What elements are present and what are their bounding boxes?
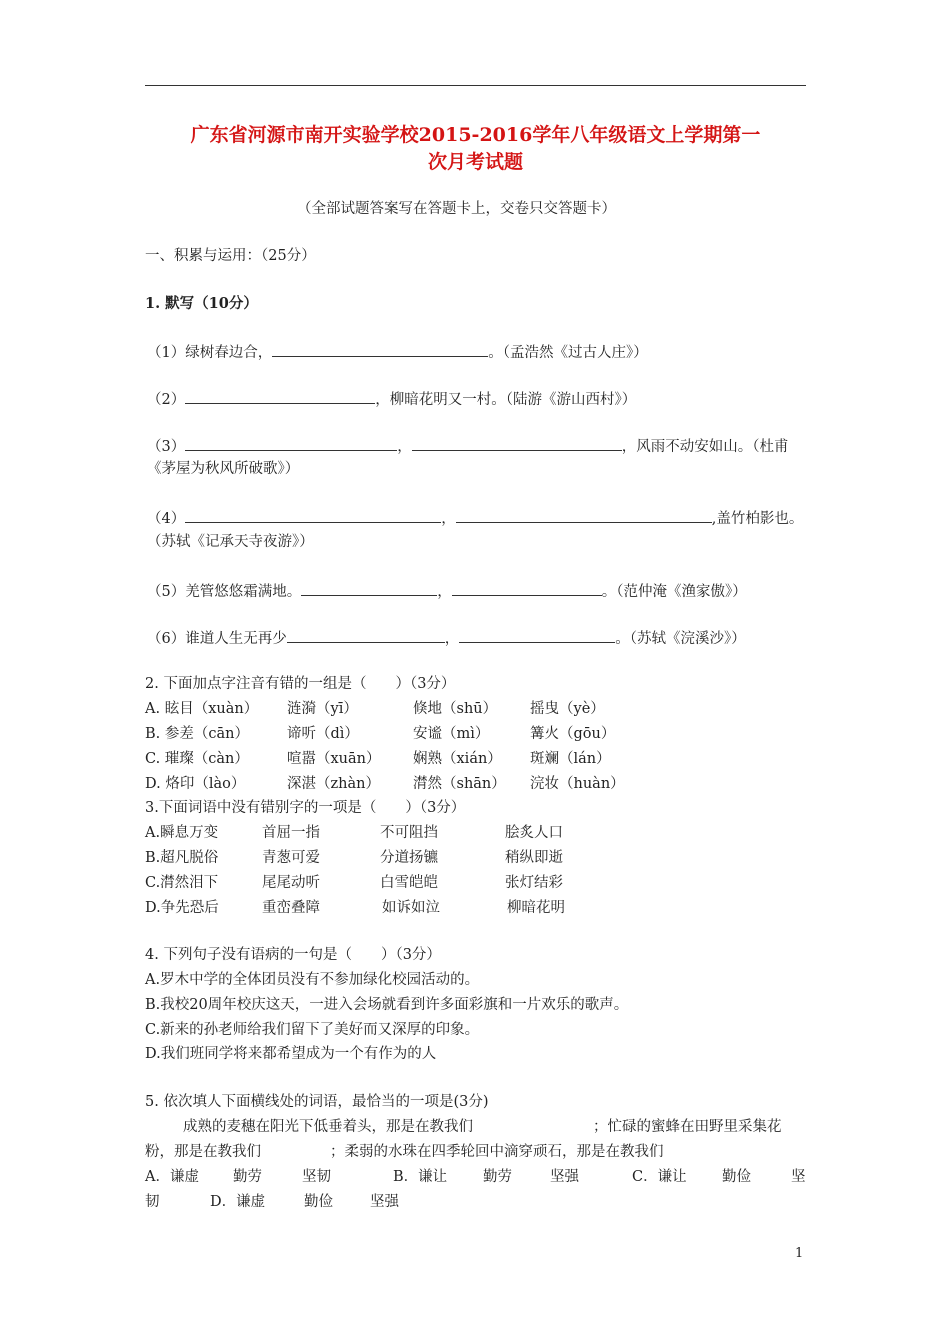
answer-blank[interactable] [185,435,397,451]
q5-passage-line-1b: ；忙碌的蜜蜂在田野里采集花 [593,1119,782,1135]
q2-option-d-word-2: 深湛（zhàn） [287,776,380,792]
q2-option-a-word-4: 摇曳（yè） [530,701,605,717]
q4-option-d: D.我们班同学将来都希望成为一个有作为的人 [145,1046,437,1062]
q5-passage-line-2b: ；柔弱的水珠在四季轮回中滴穿顽石，那是在教我们 [330,1144,664,1160]
q5-option-b: B．谦让 [393,1169,448,1185]
q2-option-a-word-2: 涟漪（yī） [287,701,358,717]
q3-option-d-word-4: 柳暗花明 [507,900,565,916]
subtitle: （全部试题答案写在答题卡上，交卷只交答题卡） [297,201,616,217]
q1-heading: 1. 默写（10分） [145,295,258,312]
q1-l6-text-c: 。（苏轼《浣溪沙》） [615,631,746,647]
q1-line-3 [147,435,788,457]
q1-l1-text-a: （1）绿树春边合， [147,345,273,361]
q5-passage-line-1a: 成熟的麦穗在阳光下低垂着头，那是在教我们 [183,1119,473,1135]
q2-option-c-word-4: 斑斓（lán） [530,751,611,767]
q1-l5-text-a: （5）羌管悠悠霜满地。 [147,584,302,600]
q2-option-c-word-2: 喧嚣（xuān） [287,751,381,767]
answer-blank[interactable] [272,341,488,357]
q2-option-d-word-4: 浣妆（huàn） [530,776,625,792]
q1-line-6 [147,627,746,649]
q2-option-b-word-4: 篝火（gōu） [530,726,616,742]
answer-blank[interactable] [301,580,437,596]
q3-option-d: D.争先恐后 [145,900,219,916]
q5-option-d-word-3: 坚强 [370,1194,399,1210]
q1-l2-text-b: ，柳暗花明又一村。（陆游《游山西村》） [375,392,637,408]
q4-stem: 4. 下列句子没有语病的一句是（ ）（3分） [145,947,441,963]
q1-l2-text-a: （2） [147,392,186,408]
q2-option-d: D. 烙印（lào） [145,776,246,792]
q5-option-c-word-2: 勤俭 [722,1169,751,1185]
answer-blank[interactable] [459,627,615,643]
q5-option-a-word-3: 坚韧 [302,1169,331,1185]
header-rule [145,85,806,86]
q3-option-a-word-2: 首屈一指 [262,825,320,841]
q4-option-c: C.新来的孙老师给我们留下了美好而又深厚的印象。 [145,1022,480,1038]
q1-line-4-cont: （苏轼《记承天寺夜游》） [147,534,314,550]
q1-line-5 [147,580,747,602]
q3-option-d-word-2: 重峦叠障 [262,900,320,916]
q3-option-c-word-4: 张灯结彩 [505,875,563,891]
q3-option-b-word-4: 稍纵即逝 [505,850,563,866]
q1-l4-text-a: （4） [147,511,186,527]
answer-blank[interactable] [456,507,712,523]
q3-option-a: A.瞬息万变 [145,825,219,841]
q5-option-d: D．谦虚 [210,1194,266,1210]
title-line-1: 广东省河源市南开实验学校2015-2016学年八年级语文上学期第一 [190,124,761,146]
q3-option-c-word-2: 尾尾动听 [262,875,320,891]
answer-blank[interactable] [185,507,441,523]
q1-l6-text-b: ， [444,631,460,647]
q3-stem: 3.下面词语中没有错别字的一项是（ ）（3分） [145,800,466,816]
page-number: 1 [795,1246,804,1261]
q2-option-b-word-3: 安谧（mì） [413,726,490,742]
q1-line-1 [147,341,648,363]
q1-line-4 [147,507,803,529]
q2-option-b: B. 参差（cān） [145,726,249,742]
answer-blank[interactable] [185,388,375,404]
q1-l3-text-b: ， [397,439,412,455]
q5-option-c-word-3a: 坚 [791,1169,806,1185]
q1-l5-text-b: ， [437,584,452,600]
q3-option-b: B.超凡脱俗 [145,850,219,866]
q2-option-c-word-3: 娴熟（xián） [413,751,502,767]
q5-option-a-word-2: 勤劳 [233,1169,262,1185]
q1-l4-text-b: ， [441,511,456,527]
answer-blank[interactable] [412,435,622,451]
answer-blank[interactable] [287,627,445,643]
q3-option-b-word-2: 青葱可爱 [262,850,320,866]
q5-option-b-word-3: 坚强 [550,1169,579,1185]
q4-option-b: B.我校20周年校庆这天，一进入会场就看到许多面彩旗和一片欢乐的歌声。 [145,997,629,1013]
q2-option-d-word-3: 潸然（shān） [413,776,506,792]
q2-option-a-word-3: 倏地（shū） [413,701,498,717]
q5-passage-line-2a: 粉，那是在教我们 [145,1144,261,1160]
q3-option-c: C.潸然泪下 [145,875,219,891]
title-line-2: 次月考试题 [427,151,523,173]
q2-stem: 2. 下面加点字注音有错的一组是（ ）（3分） [145,676,456,692]
q5-option-c: C．谦让 [632,1169,687,1185]
q1-l4-text-c: ,盖竹柏影也。 [711,511,804,527]
q5-option-b-word-2: 勤劳 [483,1169,512,1185]
q5-option-d-word-2: 勤俭 [304,1194,333,1210]
q3-option-c-word-3: 白雪皑皑 [380,875,438,891]
q5-option-c-word-3b: 韧 [145,1194,160,1210]
q2-option-b-word-2: 谛听（dì） [287,726,359,742]
q2-option-c: C. 璀璨（càn） [145,751,249,767]
q1-l1-text-b: 。（孟浩然《过古人庄》） [488,345,648,361]
q1-l3-text-c: ，风雨不动安如山。（杜甫 [621,439,789,455]
q1-l6-text-a: （6）谁道人生无再少 [147,631,287,647]
q3-option-a-word-4: 脍炙人口 [505,825,563,841]
q4-option-a: A.罗木中学的全体团员没有不参加绿化校园活动的。 [145,972,480,988]
q3-option-b-word-3: 分道扬镳 [380,850,438,866]
q5-option-a: A．谦虚 [145,1169,199,1185]
q5-stem: 5. 依次填人下面横线处的词语，最恰当的一项是(3分) [145,1094,489,1110]
q1-line-2 [147,388,636,410]
page-title [145,122,806,176]
q1-line-3-cont: 《茅屋为秋风所破歌》） [147,461,300,477]
q1-l5-text-c: 。（范仲淹《渔家傲》） [601,584,747,600]
answer-blank[interactable] [452,580,602,596]
q3-option-d-word-3: 如诉如泣 [382,900,440,916]
q2-option-a: A. 眩目（xuàn） [145,701,259,717]
section-heading: 一、积累与运用：（25分） [145,248,316,264]
q3-option-a-word-3: 不可阻挡 [380,825,438,841]
q1-l3-text-a: （3） [147,439,186,455]
